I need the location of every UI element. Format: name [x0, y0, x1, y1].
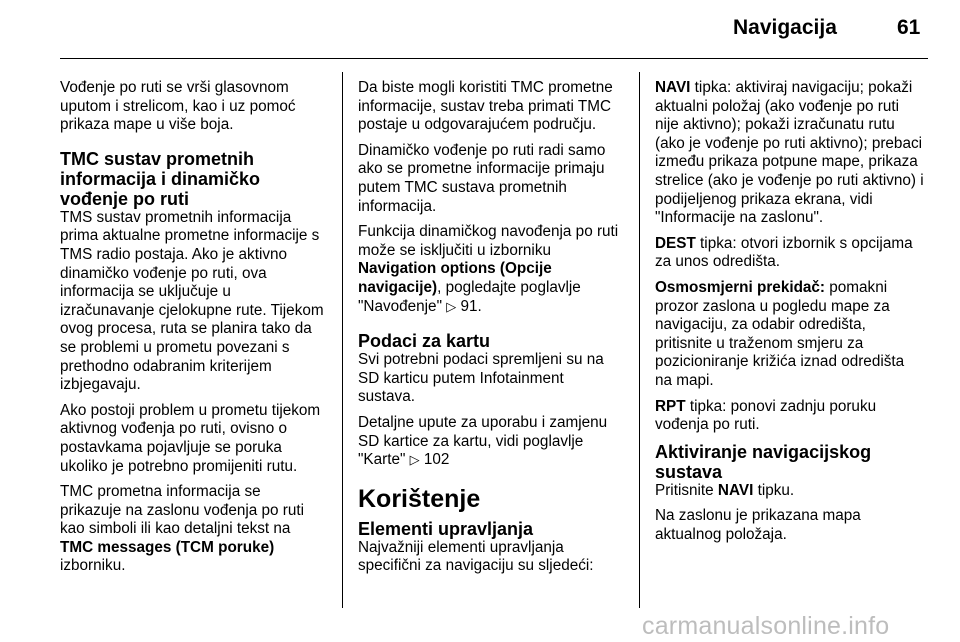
dest-key-label: DEST	[655, 234, 696, 252]
paragraph-text: tipku.	[753, 481, 795, 499]
paragraph	[60, 402, 324, 476]
heading-controls: Elementi upravljanja	[358, 518, 534, 539]
paragraph-text: tipka: aktiviraj navigaciju; pokaži aktualni položaj (ako vođenje po ruti nije aktivno); pokaži izračunatu rutu (ako je vođenje po ruti aktivno); prebaci između prikaza potpune mape, prikaza strelice (ako je vođenje po ruti aktivno) i podijeljenog prikaza ekrana, vidi "Informacije na zaslonu".	[655, 79, 924, 227]
eight-way-key-label: Osmosmjerni prekidač:	[655, 278, 826, 296]
menu-reference: TMC messages (TCM poruke)	[60, 538, 275, 556]
column-2	[358, 79, 624, 583]
paragraph-text: Pritisnite	[655, 481, 718, 499]
section-title: Navigacija	[733, 16, 837, 39]
navi-key-label: NAVI	[717, 481, 754, 499]
paragraph-text: pomakni prozor zaslona u pogledu mape za navigaciju, za odabir odredišta, pritisnite u traženom smjeru za pozicioniranje križića iznad odredišta na mapi.	[655, 278, 905, 389]
menu-reference: Navigation options (Opcije navigacije)	[358, 260, 552, 296]
arrow-ref-icon: ▷	[446, 299, 457, 315]
paragraph	[655, 235, 925, 272]
paragraph-text: tipka: ponovi zadnju poruku vođenja po ruti.	[655, 397, 877, 434]
header-rule	[60, 58, 928, 59]
page-reference[interactable]: 91.	[460, 297, 482, 315]
paragraph	[358, 414, 624, 471]
heading-activate: Aktiviranje navigacijskog sustava	[655, 441, 872, 482]
paragraph: Vođenje po ruti se vrši glasovnom uputom i strelicom, kao i uz pomoć prikaza mape u više boja.	[60, 79, 296, 134]
column-3	[655, 79, 925, 551]
column-divider-1	[342, 72, 343, 608]
paragraph-text: Funkcija dinamičkog navođenja po ruti može se isključiti u izborniku	[358, 223, 619, 259]
paragraph-text: izborniku.	[60, 557, 126, 575]
paragraph: Svi potrebni podaci spremljeni su na SD karticu putem Infotainment sustava.	[358, 351, 604, 406]
heading-usage: Korištenje	[358, 484, 481, 513]
column-divider-2	[639, 72, 640, 608]
watermark: carmanualsonline.info	[642, 612, 890, 640]
paragraph	[655, 482, 925, 501]
paragraph: Najvažniji elementi upravljanja specifični za navigaciju su sljedeći:	[358, 538, 594, 575]
paragraph: Na zaslonu je prikazana mapa aktualnog položaja.	[655, 507, 861, 543]
rpt-key-label: RPT	[655, 397, 686, 415]
paragraph	[655, 398, 925, 435]
paragraph-text: Detaljne upute za uporabu i zamjenu SD kartice za kartu, vidi poglavlje "Karte"	[358, 413, 608, 469]
heading-map-data: Podaci za kartu	[358, 331, 491, 352]
paragraph: Dinamičko vođenje po ruti radi samo ako se prometne informacije primaju putem TMC sustava prometnih informacija.	[358, 141, 606, 215]
paragraph	[60, 483, 324, 576]
paragraph	[358, 223, 624, 317]
page-number: 61	[897, 16, 921, 39]
page-reference[interactable]: 102	[423, 451, 450, 469]
column-1	[60, 79, 324, 583]
paragraph: TMS sustav prometnih informacija prima aktualne prometne informacije s TMS radio postaja. Ako je aktivno dinamičko vođenje po ruti, ova informacija se uključuje u izračunavanje cjelokupne rute. Tijekom ovog procesa, ruta se planira tako da se problemi u prometu povezani s prethodno odabranim kriterijem izbjegavaju.	[60, 208, 324, 394]
paragraph-text: , pogledajte poglavlje "Navođenje"	[358, 278, 581, 315]
paragraph	[655, 79, 925, 228]
navi-key-label: NAVI	[655, 79, 691, 96]
heading-tmc: TMC sustav prometnih informacija i dinamičko vođenje po ruti	[60, 148, 261, 209]
arrow-ref-icon: ▷	[409, 453, 420, 469]
page-header	[0, 0, 960, 60]
paragraph-text: Ako postoji problem u prometu tijekom aktivnog vođenja po ruti, ovisno o postavkama pojavljuje se poruka ukoliko je potrebno promijeniti rutu.	[60, 401, 321, 475]
paragraph: Da biste mogli koristiti TMC prometne informacije, sustav treba primati TMC postaje u odgovarajućem području.	[358, 79, 613, 134]
paragraph-text: tipka: otvori izbornik s opcijama za unos odredišta.	[655, 234, 913, 271]
paragraph	[655, 279, 925, 391]
paragraph-text: TMC prometna informacija se prikazuje na zaslonu vođenja po ruti kao simboli ili kao detaljni tekst na	[60, 483, 305, 538]
